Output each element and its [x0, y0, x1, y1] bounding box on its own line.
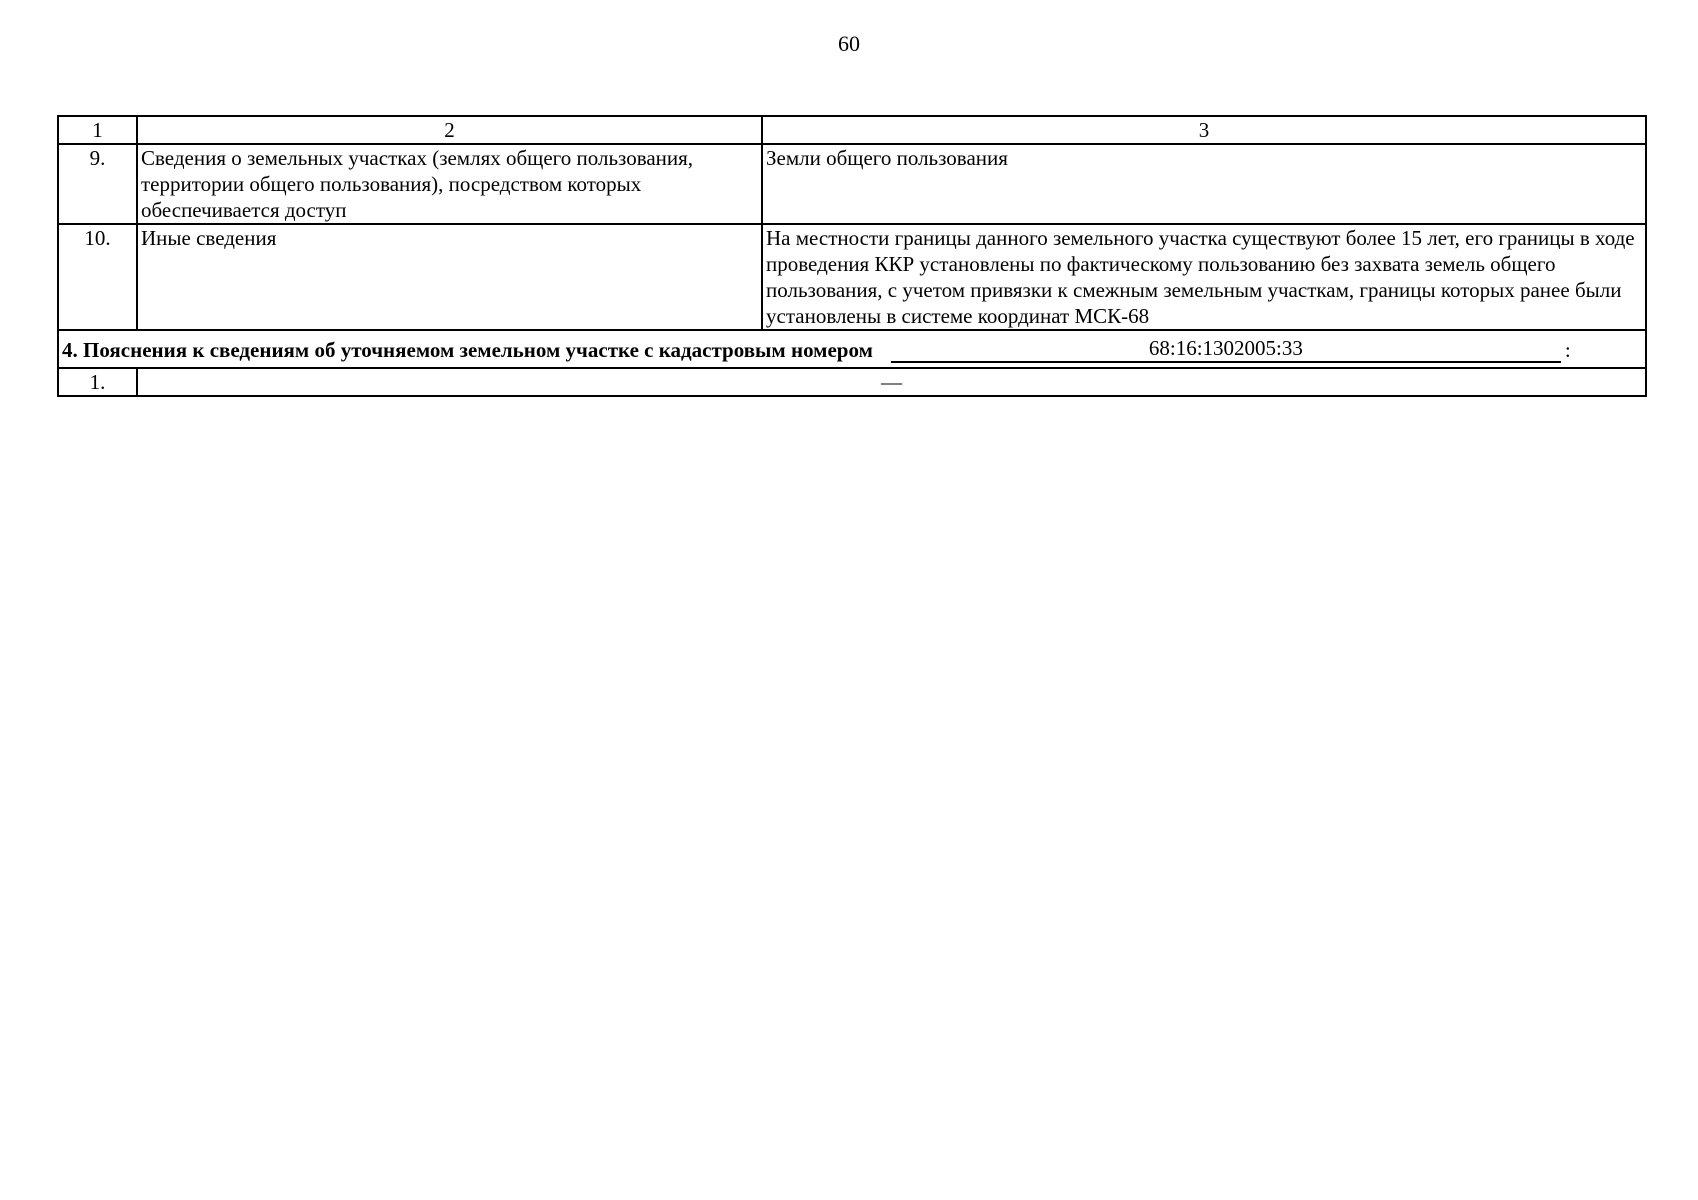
section-heading	[62, 335, 1642, 363]
section-title: 4. Пояснения к сведениям об уточняемом земельном участке с кадастровым номером	[62, 338, 873, 362]
table-row	[58, 144, 1646, 224]
row-label: Иные сведения	[137, 224, 762, 330]
table-row	[58, 224, 1646, 330]
row-value: Земли общего пользования	[762, 144, 1646, 224]
page-number: 60	[838, 31, 860, 56]
row-number: 10.	[58, 224, 137, 330]
section-heading-row	[58, 330, 1646, 368]
row-number: 1.	[58, 368, 137, 396]
section-colon: :	[1564, 338, 1571, 362]
row-value: На местности границы данного земельного участка существуют более 15 лет, его границы в ходе проведения ККР установлены по фактическому пользованию без захвата земель общего пользования, с учетом привязки к смежным земельным участкам, границы которых ранее были установлены в системе координат МСК-68	[762, 224, 1646, 330]
column-header-1: 1	[58, 116, 137, 144]
column-header-3: 3	[762, 116, 1646, 144]
table-row	[58, 368, 1646, 396]
row-label: Сведения о земельных участках (землях общего пользования, территории общего пользования), посредством которых обеспечивается доступ	[137, 144, 762, 224]
section-heading-cell	[58, 330, 1646, 368]
row-value: —	[137, 368, 1646, 396]
cadastral-info-table	[57, 115, 1647, 397]
cadastral-number: 68:16:1302005:33	[891, 335, 1561, 363]
column-header-2: 2	[137, 116, 762, 144]
row-number: 9.	[58, 144, 137, 224]
table-header-row	[58, 116, 1646, 144]
